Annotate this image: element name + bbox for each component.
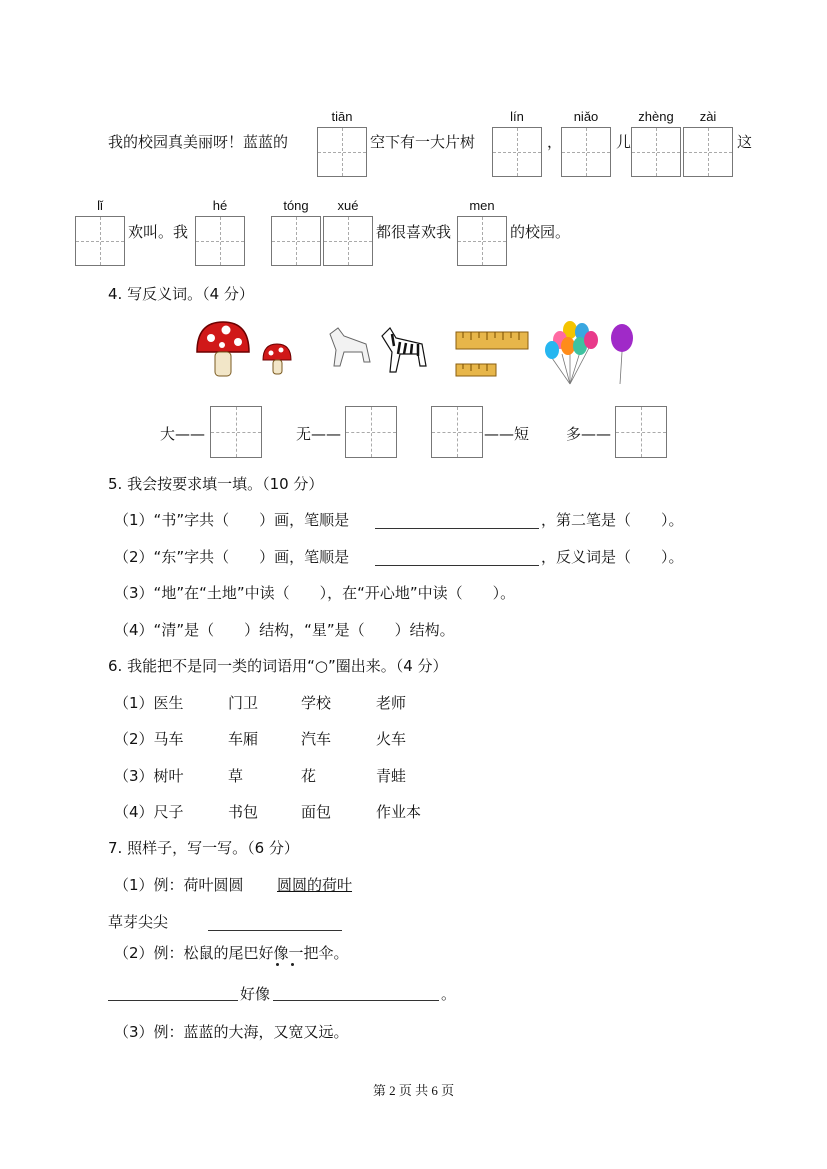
- char-box[interactable]: [615, 406, 667, 458]
- word-option[interactable]: （1）医生: [114, 694, 184, 712]
- answer-blank[interactable]: [208, 930, 342, 931]
- antonym-label-3: ——短: [484, 425, 530, 443]
- answer-blank[interactable]: [375, 565, 539, 566]
- char-box[interactable]: [431, 406, 483, 458]
- question-6-title: 6. 我能把不是同一类的词语用“○”圈出来。（4 分）: [108, 657, 448, 675]
- word-option[interactable]: （3）树叶: [114, 767, 184, 785]
- answer-blank[interactable]: [108, 1000, 238, 1001]
- passage-text: 的校园。: [510, 223, 571, 241]
- char-box[interactable]: [345, 406, 397, 458]
- passage-text: 空下有一大片树: [370, 133, 476, 151]
- pinyin-label: lǐ: [97, 198, 103, 213]
- page-number: 第 2 页 共 6 页: [372, 1083, 455, 1098]
- question-4-title: 4. 写反义词。（4 分）: [108, 285, 254, 303]
- pinyin-label: xué: [337, 198, 359, 213]
- pinyin-label: tiān: [331, 109, 353, 124]
- pinyin-label: zhèng: [638, 109, 674, 124]
- char-box[interactable]: [271, 216, 321, 266]
- word-option[interactable]: 花: [301, 767, 317, 785]
- balloons-image: [540, 318, 640, 388]
- char-box[interactable]: [75, 216, 125, 266]
- passage-text: 这: [737, 133, 753, 151]
- horse-zebra-image: [322, 322, 434, 382]
- pinyin-label: lín: [510, 109, 524, 124]
- q7-example-1: （1）例：荷叶圆圆: [114, 876, 244, 894]
- q5-line-4: （4）“清”是（ ）结构，“星”是（ ）结构。: [114, 621, 455, 639]
- antonym-label-1: 大——: [160, 425, 206, 443]
- char-box[interactable]: [631, 127, 681, 177]
- passage-text: 都很喜欢我: [376, 223, 452, 241]
- pinyin-label: hé: [212, 198, 228, 213]
- emphasis-dot: [276, 963, 279, 966]
- q7-task-2-end: 。: [441, 985, 457, 1003]
- word-option[interactable]: 老师: [376, 694, 407, 712]
- q7-task-1: 草芽尖尖: [108, 913, 169, 931]
- char-box[interactable]: [561, 127, 611, 177]
- question-5-title: 5. 我会按要求填一填。（10 分）: [108, 475, 324, 493]
- char-box[interactable]: [210, 406, 262, 458]
- char-box[interactable]: [683, 127, 733, 177]
- q7-example-2: （2）例：松鼠的尾巴好像一把伞。: [114, 944, 349, 962]
- passage-text: ，: [547, 133, 563, 151]
- word-option[interactable]: （4）尺子: [114, 803, 184, 821]
- pinyin-label: tóng: [283, 198, 309, 213]
- q5-line-1a: （1）“书”字共（ ）画，笔顺是: [114, 511, 350, 529]
- q7-task-2-mid: 好像: [240, 985, 271, 1003]
- rulers-image: [455, 330, 529, 380]
- q5-line-1b: ，第二笔是（ ）。: [541, 511, 684, 529]
- q5-line-3: （3）“地”在“土地”中读（ ），在“开心地”中读（ ）。: [114, 584, 516, 602]
- char-box[interactable]: [492, 127, 542, 177]
- pinyin-label: niǎo: [573, 109, 599, 124]
- word-option[interactable]: 火车: [376, 730, 407, 748]
- q5-line-2a: （2）“东”字共（ ）画，笔顺是: [114, 548, 350, 566]
- char-box[interactable]: [457, 216, 507, 266]
- char-box[interactable]: [195, 216, 245, 266]
- word-option[interactable]: 书包: [228, 803, 259, 821]
- answer-blank[interactable]: [375, 528, 539, 529]
- q7-example-1-answer: 圆圆的荷叶: [277, 876, 353, 894]
- antonym-label-2: 无——: [296, 425, 342, 443]
- word-option[interactable]: 学校: [301, 694, 332, 712]
- passage-text: 儿: [616, 133, 632, 151]
- word-option[interactable]: 门卫: [228, 694, 259, 712]
- word-option[interactable]: 作业本: [376, 803, 422, 821]
- word-option[interactable]: 青蛙: [376, 767, 407, 785]
- word-option[interactable]: 草: [228, 767, 244, 785]
- antonym-label-4: 多——: [566, 425, 612, 443]
- q7-example-3: （3）例：蓝蓝的大海，又宽又远。: [114, 1023, 349, 1041]
- passage-text: 欢叫。我: [128, 223, 189, 241]
- q5-line-2b: ，反义词是（ ）。: [541, 548, 684, 566]
- char-box[interactable]: [317, 127, 367, 177]
- answer-blank[interactable]: [273, 1000, 439, 1001]
- word-option[interactable]: 汽车: [301, 730, 332, 748]
- pinyin-label: zài: [699, 109, 717, 124]
- passage-text: 我的校园真美丽呀！蓝蓝的: [108, 133, 289, 151]
- emphasis-dot: [291, 963, 294, 966]
- word-option[interactable]: 车厢: [228, 730, 259, 748]
- question-7-title: 7. 照样子，写一写。（6 分）: [108, 839, 299, 857]
- pinyin-label: men: [469, 198, 495, 213]
- word-option[interactable]: （2）马车: [114, 730, 184, 748]
- char-box[interactable]: [323, 216, 373, 266]
- mushroom-pair-image: [193, 318, 303, 380]
- word-option[interactable]: 面包: [301, 803, 332, 821]
